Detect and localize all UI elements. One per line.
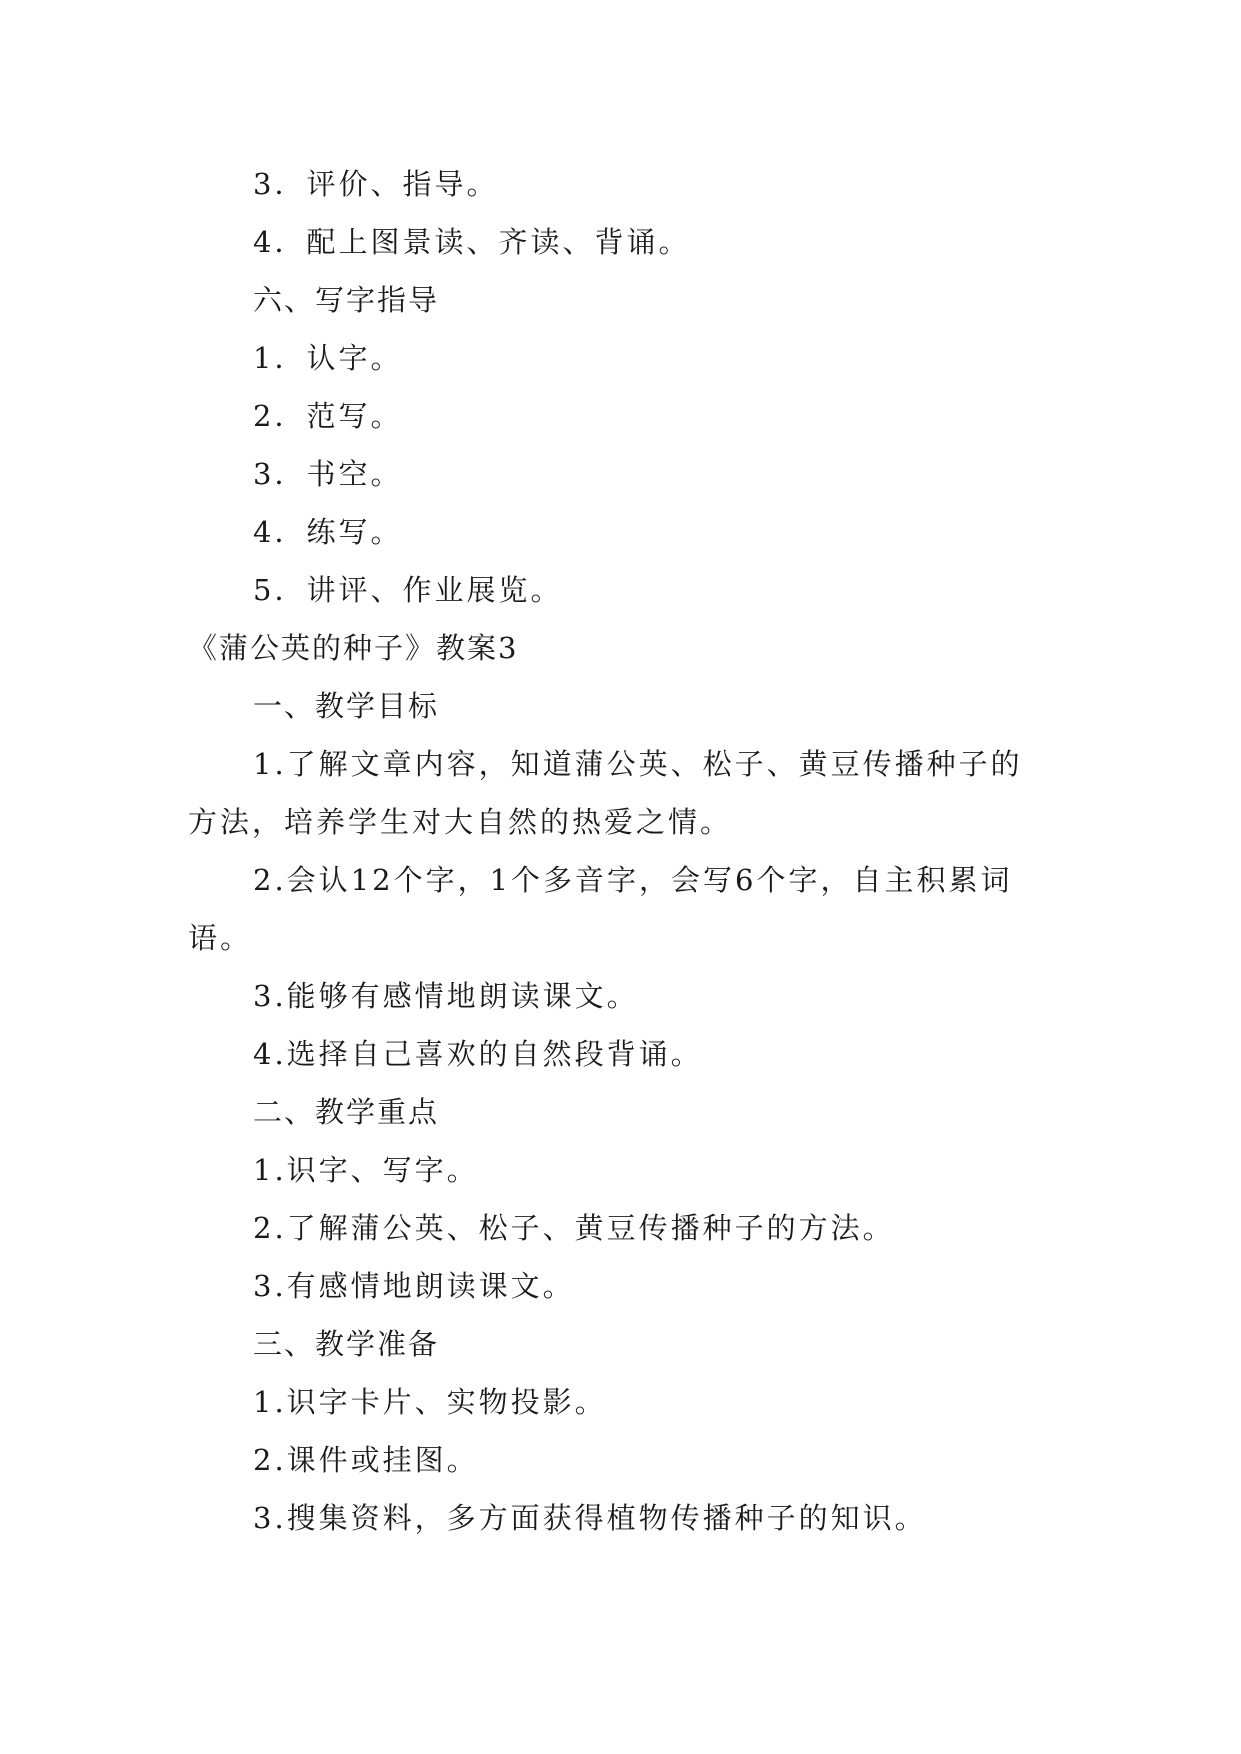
goal-2-line-1: 2.会认12个字，1个多音字，会写6个字，自主积累词 bbox=[253, 863, 1013, 897]
goal-1-line-2: 方法，培养学生对大自然的热爱之情。 bbox=[188, 805, 733, 839]
goal-1-line-1: 1.了解文章内容，知道蒲公英、松子、黄豆传播种子的 bbox=[253, 747, 1023, 781]
key-point-3: 3.有感情地朗读课文。 bbox=[253, 1269, 575, 1303]
writing-step-4: 4．练写。 bbox=[253, 515, 403, 549]
writing-step-2: 2．范写。 bbox=[253, 399, 403, 433]
key-point-1: 1.识字、写字。 bbox=[253, 1153, 479, 1187]
section-heading-key-points: 二、教学重点 bbox=[253, 1095, 440, 1129]
preparation-3: 3.搜集资料，多方面获得植物传播种子的知识。 bbox=[253, 1501, 927, 1535]
key-point-2: 2.了解蒲公英、松子、黄豆传播种子的方法。 bbox=[253, 1211, 895, 1245]
writing-step-1: 1．认字。 bbox=[253, 341, 403, 375]
preparation-1: 1.识字卡片、实物投影。 bbox=[253, 1385, 607, 1419]
goal-2-line-2: 语。 bbox=[188, 921, 253, 955]
preparation-2: 2.课件或挂图。 bbox=[253, 1443, 479, 1477]
writing-step-5: 5．讲评、作业展览。 bbox=[253, 573, 563, 607]
lesson-plan-title: 《蒲公英的种子》教案3 bbox=[188, 631, 519, 665]
goal-3: 3.能够有感情地朗读课文。 bbox=[253, 979, 639, 1013]
section-heading-goals: 一、教学目标 bbox=[253, 689, 440, 723]
goal-4: 4.选择自己喜欢的自然段背诵。 bbox=[253, 1037, 703, 1071]
section-heading-preparation: 三、教学准备 bbox=[253, 1327, 440, 1361]
writing-step-3: 3．书空。 bbox=[253, 457, 403, 491]
step-evaluate: 3．评价、指导。 bbox=[253, 167, 499, 201]
section-heading-writing: 六、写字指导 bbox=[253, 283, 440, 317]
step-read-recite: 4．配上图景读、齐读、背诵。 bbox=[253, 225, 691, 259]
